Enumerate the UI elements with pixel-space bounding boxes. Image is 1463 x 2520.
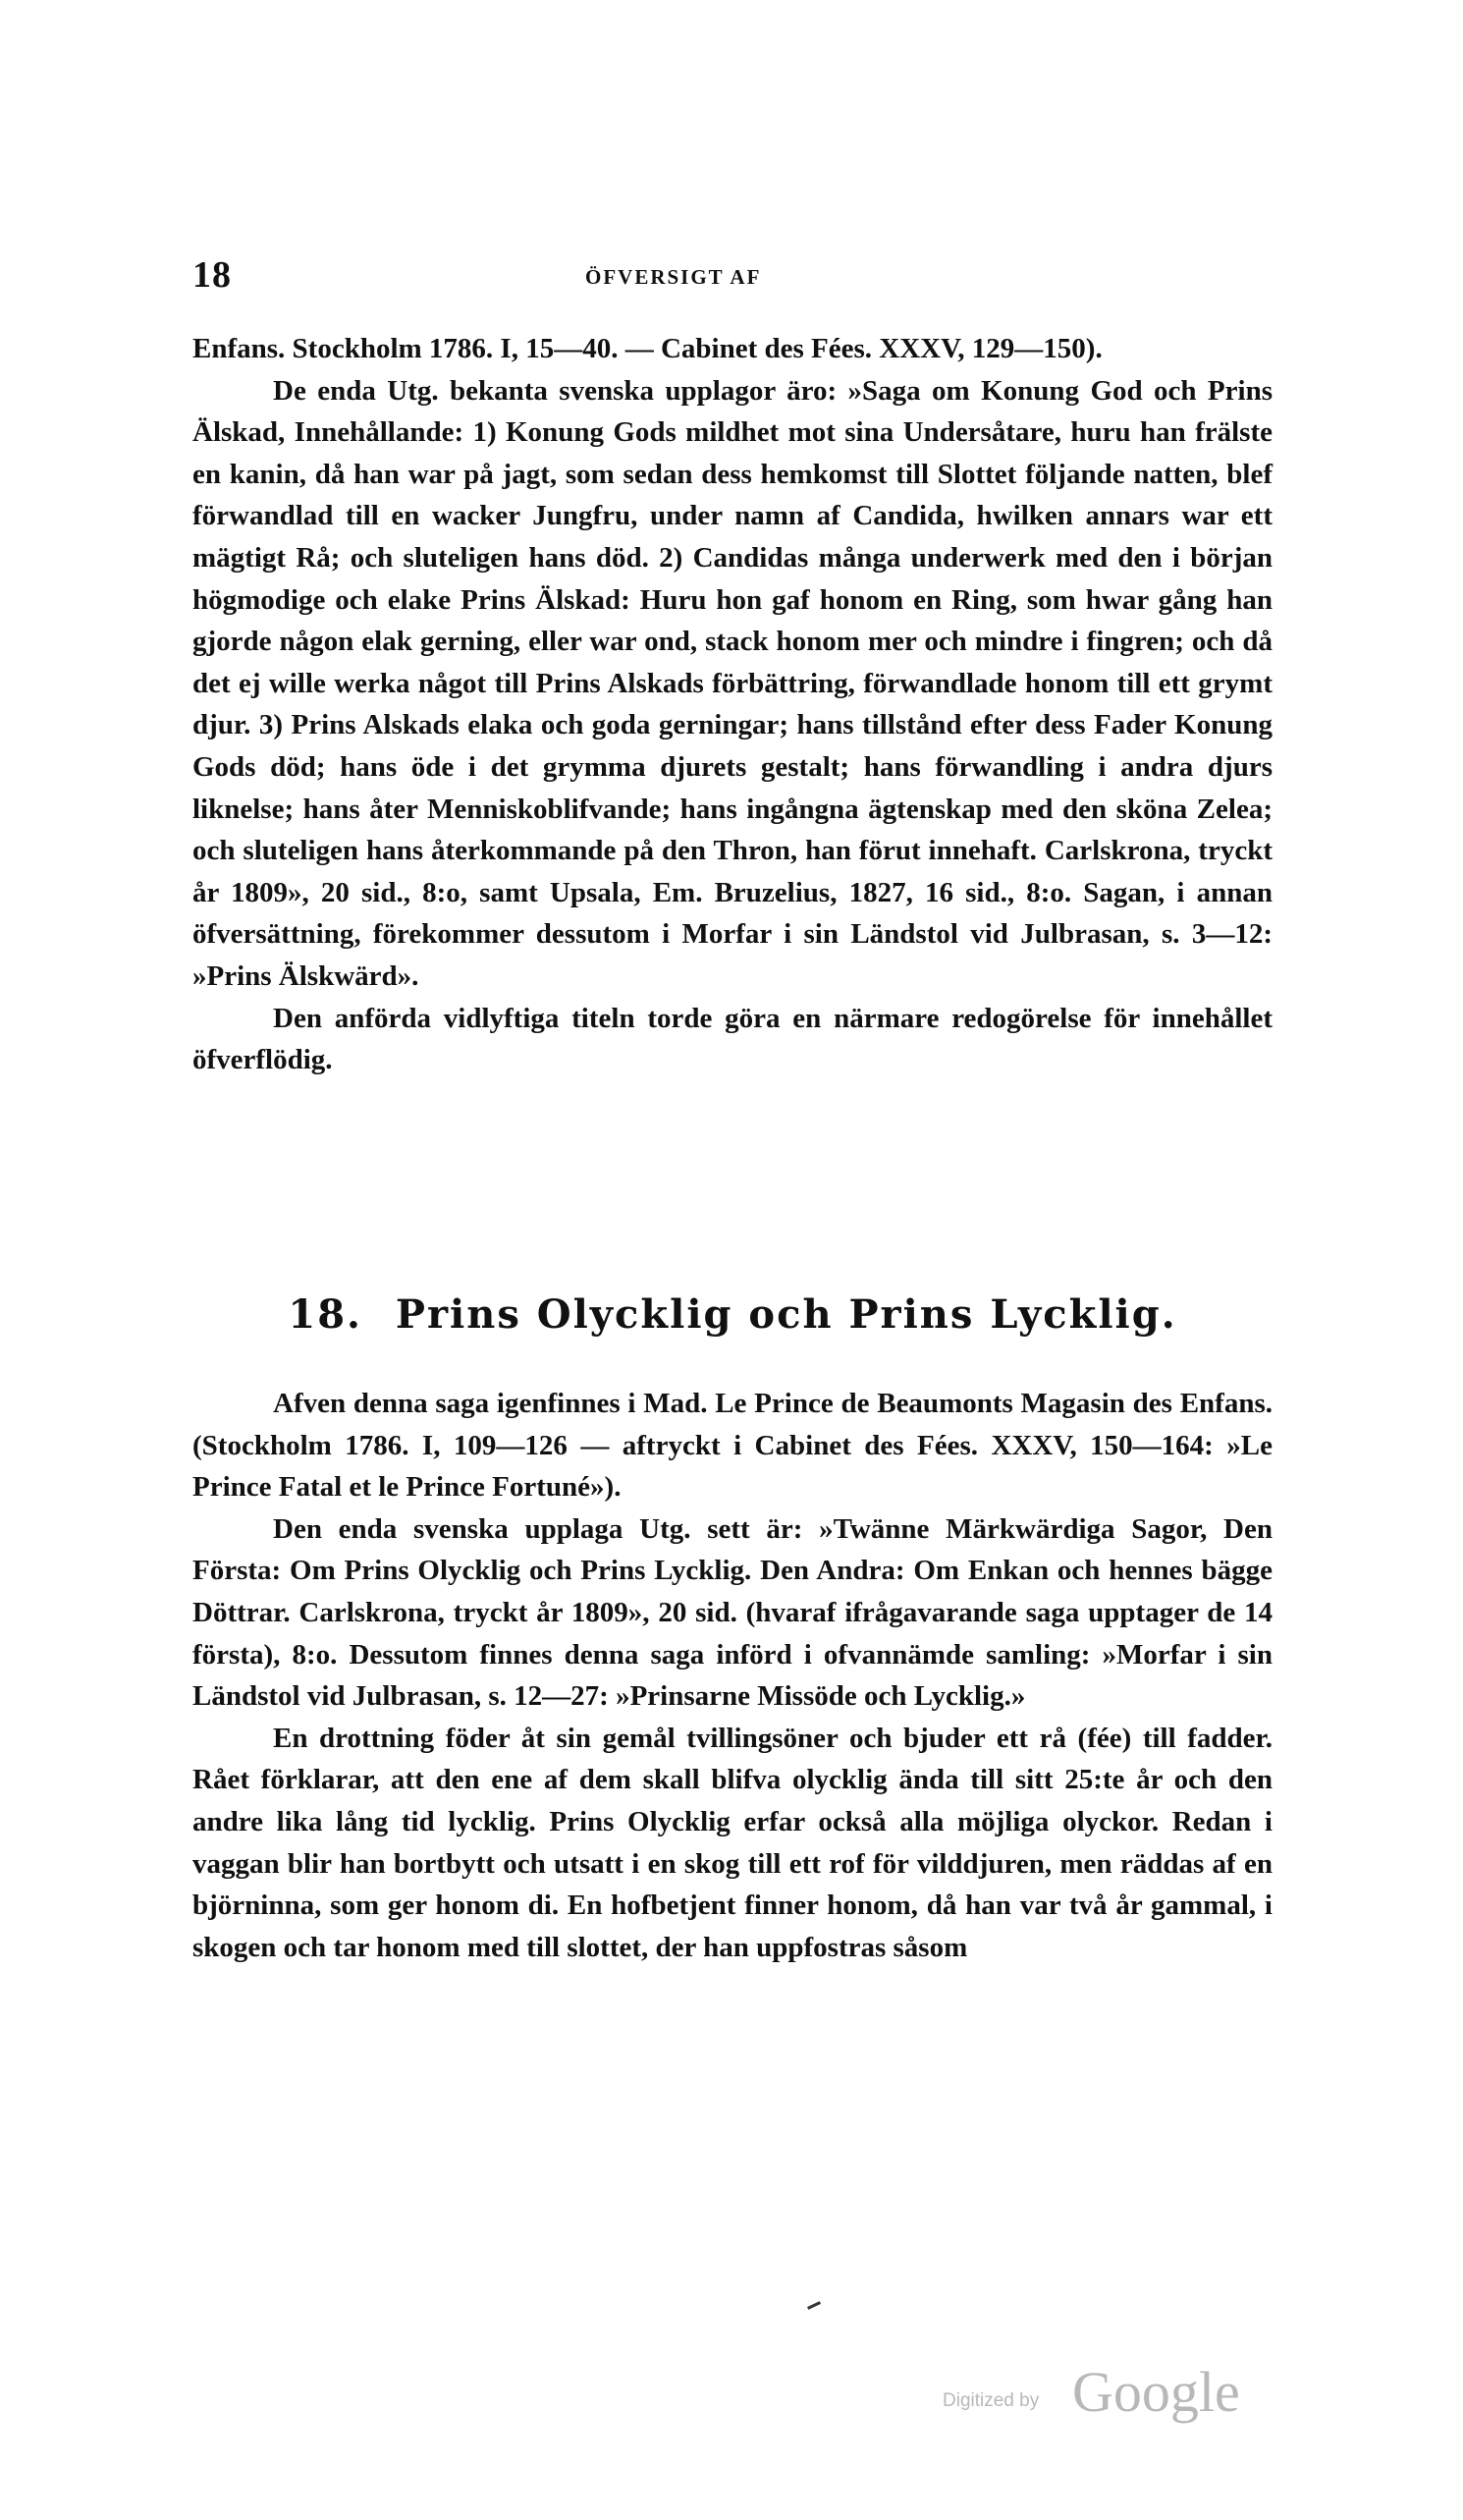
- top-text-block: [192, 328, 1273, 1081]
- ink-mark: [807, 2301, 821, 2310]
- google-logo-text: Google: [1072, 2360, 1240, 2424]
- paragraph-summary: En drottning föder åt sin gemål tvillingsöner och bjuder ett rå (fée) till fadder. Rået förklarar, att den ene af dem skall blifva olycklig ända till sitt 25:te år och den andre lika lång tid lycklig. Prins Olycklig erfar också alla möjliga olyckor. Redan i vaggan blir han bortbytt och utsatt i en skog till ett rof för vilddjuren, men räddas af en björninna, som ger honom di. En hofbetjent finner honom, då han var två år gammal, i skogen och tar honom med till slottet, der han uppfostras såsom: [192, 1722, 1273, 1963]
- paragraph-source: Afven denna saga igenfinnes i Mad. Le Prince de Beaumonts Magasin des Enfans. (Stockholm 1786. I, 109—126 — aftryckt i Cabinet des Fées. XXXV, 150—164: »Le Prince Fatal et le Prince Fortuné»).: [192, 1388, 1273, 1504]
- running-head: ÖFVERSIGT AF: [585, 265, 762, 289]
- digitized-watermark: [943, 2359, 1257, 2428]
- page-header: [192, 253, 1273, 302]
- bottom-text-block: [192, 1383, 1273, 1968]
- paragraph-continuation: Enfans. Stockholm 1786. I, 15—40. — Cabinet des Fées. XXXV, 129—150).: [192, 333, 1103, 364]
- section-number: 18.: [288, 1291, 362, 1338]
- section-heading: [192, 1291, 1273, 1338]
- paragraph-edition: Den enda svenska upplaga Utg. sett är: »Twänne Märkwärdiga Sagor, Den Första: Om Prins Olycklig och Prins Lycklig. Den Andra: Om Enkan och hennes bägge Döttrar. Carlskrona, tryckt år 1809», 20 sid. (hvaraf ifrågavarande saga upptager de 14 första), 8:o. Dessutom finnes denna saga införd i ofvannämde samling: »Morfar i sin Ländstol vid Julbrasan, s. 12—27: »Prinsarne Missöde och Lycklig.»: [192, 1512, 1273, 1713]
- watermark-small-text: Digitized by: [943, 2390, 1040, 2411]
- paragraph-editions: De enda Utg. bekanta svenska upplagor äro: »Saga om Konung God och Prins Älskad, Innehållande: 1) Konung Gods mildhet mot sina Undersåtare, huru han frälste en kanin, då han war på jagt, som sedan dess hemkomst till Slottet följande natten, blef förwandlad till en wacker Jungfru, under namn af Candida, hwilken annars war ett mägtigt Rå; och sluteligen hans död. 2) Candidas många underwerk med den i början högmodige och elake Prins Älskad: Huru hon gaf honom en Ring, som hwar gång han gjorde någon elak gerning, eller war ond, stack honom mer och mindre i fingren; och då det ej wille werka något till Prins Alskads förbättring, förwandlade honom till ett grymt djur. 3) Prins Alskads elaka och goda gerningar; hans tillstånd efter dess Fader Konung Gods död; hans öde i det grymma djurets gestalt; hans förwandling i andra djurs liknelse; hans åter Menniskoblifvande; hans ingångna ägtenskap med den sköna Zelea; och sluteligen hans återkommande på den Thron, han förut innehaft. Carlskrona, tryckt år 1809», 20 sid., 8:o, samt Upsala, Em. Bruzelius, 1827, 16 sid., 8:o. Sagan, i annan öfversättning, förekommer dessutom i Morfar i sin Ländstol vid Julbrasan, s. 3—12: »Prins Älskwärd».: [192, 374, 1273, 992]
- paragraph-remark: Den anförda vidlyftiga titeln torde göra en närmare redogörelse för innehållet öfverflödig.: [192, 1002, 1273, 1076]
- section-title: Prins Olycklig och Prins Lycklig.: [395, 1291, 1177, 1338]
- page-number: 18: [192, 254, 232, 296]
